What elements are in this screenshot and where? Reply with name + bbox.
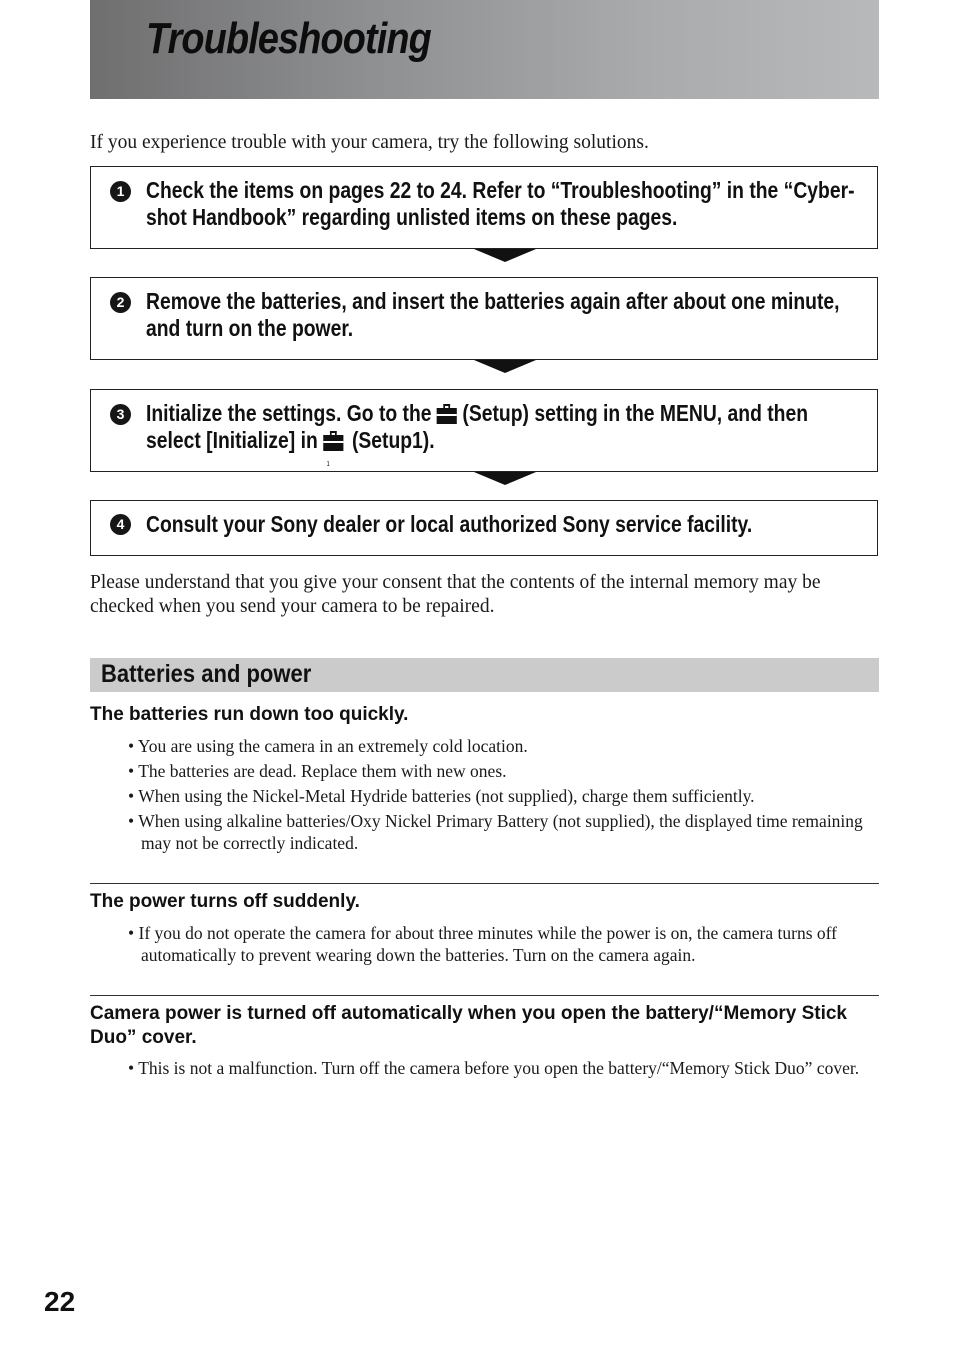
list-item: • When using the Nickel-Metal Hydride batteries (not supplied), charge them sufficiently. (128, 786, 755, 806)
step-4-text: Consult your Sony dealer or local authorized Sony service facility. (146, 511, 753, 537)
issue-bullet-list (128, 1057, 888, 1082)
list-item: • When using alkaline batteries/Oxy Nickel Primary Battery (not supplied), the displayed time remaining may not be correctly indicated. (128, 811, 863, 853)
step-4-number: 4 (110, 514, 131, 535)
issue-heading: Camera power is turned off automatically when you open the battery/“Memory Stick Duo” cover. (90, 1003, 847, 1048)
intro-text: If you experience trouble with your camera, try the following solutions. (90, 132, 649, 153)
section-title: Batteries and power (101, 660, 312, 688)
divider (90, 995, 879, 996)
setup-toolbox-icon (323, 431, 343, 451)
step-2-text: Remove the batteries, and insert the batteries again after about one minute, and turn on the power. (146, 288, 840, 341)
step-arrow-down-icon (474, 472, 536, 485)
divider (90, 883, 879, 884)
page-title: Troubleshooting (146, 14, 431, 63)
step-1-box (90, 166, 878, 249)
list-item: • You are using the camera in an extremely cold location. (128, 736, 528, 756)
setup-toolbox-icon (437, 404, 457, 424)
list-item: • The batteries are dead. Replace them with new ones. (128, 761, 507, 781)
step-1-text: Check the items on pages 22 to 24. Refer to “Troubleshooting” in the “Cyber-shot Handbook” regarding unlisted items on these pages. (146, 177, 855, 230)
consent-note: Please understand that you give your consent that the contents of the internal memory may be checked when you send your camera to be repaired. (90, 572, 821, 617)
step-3-text-part1: Initialize the settings. Go to the (146, 400, 432, 426)
list-item: • This is not a malfunction. Turn off the camera before you open the battery/“Memory Stick Duo” cover. (128, 1058, 860, 1078)
step-3-text-part3: (Setup1). (351, 427, 435, 453)
step-3-text (146, 400, 866, 468)
step-4-box (90, 500, 878, 556)
step-2-box (90, 277, 878, 360)
section-header (90, 658, 879, 692)
page-number: 22 (44, 1286, 76, 1317)
step-arrow-down-icon (474, 360, 536, 373)
step-2-number: 2 (110, 292, 131, 313)
list-item: • If you do not operate the camera for about three minutes while the power is on, the camera turns off automatically to prevent wearing down the batteries. Turn on the camera again. (128, 923, 837, 965)
issue-heading: The batteries run down too quickly. (90, 704, 409, 725)
title-banner (90, 0, 879, 99)
setup1-subscript: 1 (326, 461, 330, 468)
issue-bullet-list (128, 735, 888, 857)
step-1-number: 1 (110, 181, 131, 202)
step-3-number: 3 (110, 404, 131, 425)
step-3-text-part2: (Setup) setting in the MENU, and then select [Initialize] in (146, 400, 809, 453)
issue-heading: The power turns off suddenly. (90, 891, 360, 912)
step-arrow-down-icon (474, 249, 536, 262)
issue-bullet-list (128, 922, 888, 969)
step-3-box (90, 389, 878, 472)
